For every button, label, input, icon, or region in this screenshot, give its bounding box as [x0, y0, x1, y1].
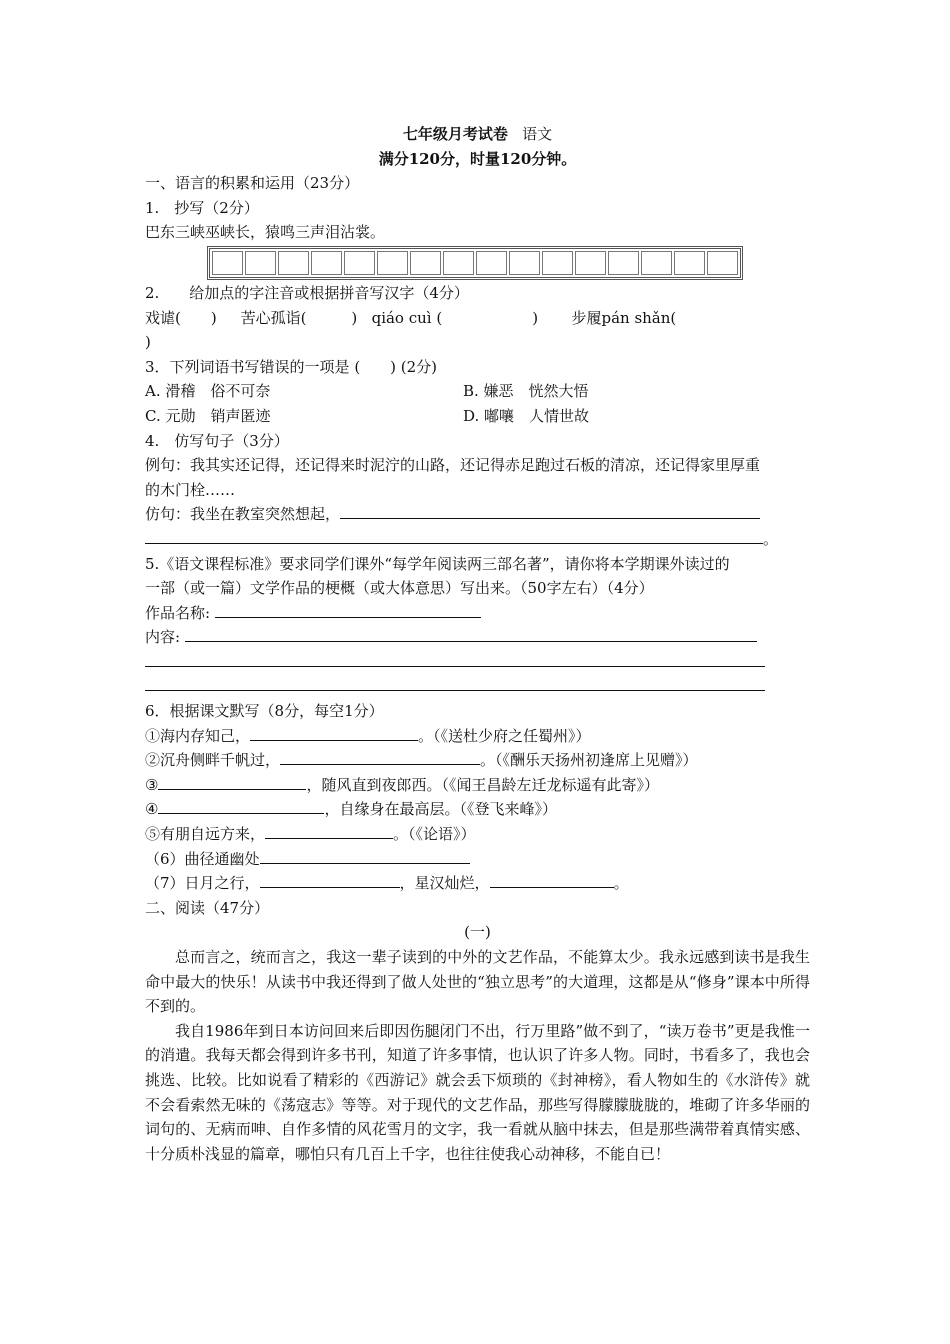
q6-label: 6．根据课文默写（8分，每空1分）	[145, 702, 384, 721]
q5-work-blank[interactable]	[215, 603, 481, 618]
q6-item-5	[145, 822, 810, 847]
q6-item-1	[145, 724, 810, 749]
q6-item-4-post: ，自缘身在最高层。（《登飞来峰》）	[324, 800, 557, 819]
grid-cell[interactable]	[443, 251, 474, 275]
q6-item-7	[145, 871, 810, 896]
q1-label: 1. 抄写（2分）	[145, 198, 259, 217]
q2-item-2: 苦心孤诣( )	[240, 308, 358, 327]
q2-item-3: qiáo cuì ( )	[371, 308, 539, 327]
q1-text: 巴东三峡巫峡长，猿鸣三声泪沾裳。	[145, 223, 386, 242]
q4-answer-blank-2[interactable]	[145, 529, 763, 544]
q4-imitate-line-2	[145, 527, 810, 552]
q4-imitate-prompt: 仿句：我坐在教室突然想起，	[145, 505, 341, 524]
q6-item-2	[145, 748, 810, 773]
grid-cell[interactable]	[674, 251, 705, 275]
q6-item-7-blank-2[interactable]	[490, 873, 614, 888]
q6-item-7-mid: ，星汉灿烂，	[399, 874, 490, 893]
q5-content-line-3	[145, 674, 810, 699]
q3-option-d: D. 嘟嚷 人情世故	[463, 406, 590, 425]
reading-paragraph-1: 总而言之，统而言之，我这一辈子读到的中外的文艺作品，不能算太少。我永远感到读书是我生命中最大的快乐！从读书中我还得到了做人处世的“独立思考”的大道理，这都是从“修身”课本中所得不到的。	[145, 948, 810, 1016]
q4-imitate-line	[145, 502, 810, 527]
q4-answer-blank-1[interactable]	[340, 504, 760, 519]
q3-label: 3．下列词语书写错误的一项是 ( ) (2分)	[145, 357, 438, 376]
q3-option-c: C. 元勋 销声匿迹	[145, 406, 271, 425]
q1-writing-grid-row	[145, 245, 810, 281]
grid-cell[interactable]	[344, 251, 375, 275]
q3-options-row-2	[145, 404, 810, 429]
q5-content-label: 内容:	[145, 628, 181, 647]
q6-item-5-blank[interactable]	[265, 824, 393, 839]
q6-item-5-pre: ⑤有朋自远方来，	[145, 825, 266, 844]
q5-line-1: 5.《语文课程标准》要求同学们课外“每学年阅读两三部名著”，请你将本学期课外读过的	[145, 554, 730, 573]
q5-line-2: 一部（或一篇）文学作品的梗概（或大体意思）写出来。（50字左右）（4分）	[145, 579, 654, 598]
grid-cell[interactable]	[410, 251, 441, 275]
q2-tail: )	[145, 333, 151, 352]
q6-item-4	[145, 797, 810, 822]
grid-cell[interactable]	[509, 251, 540, 275]
q6-item-3-blank[interactable]	[158, 775, 306, 790]
q3-option-a: A. 滑稽 俗不可奈	[145, 382, 271, 401]
q5-content-blank-2[interactable]	[145, 652, 765, 667]
grid-cell[interactable]	[212, 251, 243, 275]
q5-content-line-2	[145, 650, 810, 675]
q6-item-5-post: 。（《论语》）	[393, 825, 476, 844]
q4-end-mark: 。	[763, 529, 779, 548]
q6-item-1-post: 。（《送杜少府之任蜀州》）	[418, 726, 591, 745]
q6-item-4-pre: ④	[145, 800, 159, 819]
exam-title: 七年级月考试卷	[402, 125, 508, 143]
grid-cell[interactable]	[377, 251, 408, 275]
q5-content-line	[145, 625, 810, 650]
q2-item-1: 戏谑( )	[145, 308, 217, 327]
q6-item-2-post: 。（《酬乐天扬州初逢席上见赠》）	[480, 751, 698, 770]
q5-work-line	[145, 601, 810, 626]
q6-item-7-post: 。	[613, 874, 629, 893]
q6-item-6-blank[interactable]	[260, 849, 470, 864]
q2-item-4: 步履pán shǎn(	[571, 308, 677, 327]
reading-part-label: (一)	[464, 923, 491, 942]
q6-item-2-blank[interactable]	[280, 750, 480, 765]
exam-subtitle: 满分120分，时量120分钟。	[378, 149, 577, 168]
grid-cell[interactable]	[311, 251, 342, 275]
q6-item-7-blank-1[interactable]	[260, 873, 400, 888]
q6-item-1-blank[interactable]	[250, 726, 418, 741]
section1-heading: 一、语言的积累和运用（23分）	[145, 174, 360, 193]
reading-paragraph-2: 我自1986年到日本访问回来后即因伤腿闭门不出，行万里路”做不到了，“读万卷书”更是我惟一的消遣。我每天都会得到许多书刊，知道了许多事情，也认识了许多人物。同时，书看多了，我也会挑选、比较。比如说看了精彩的《西游记》就会丢下烦琐的《封神榜》，看人物如生的《水浒传》就不会看索然无味的《荡寇志》等等。对于现代的文艺作品，那些写得朦朦胧胧的，堆砌了许多华丽的词句的、无病而呻、自作多情的风花雪月的文字，我一看就从脑中抹去，但是那些满带着真情实感、十分质朴浅显的篇章，哪怕只有几百上千字，也往往使我心动神移，不能自已！	[145, 1021, 810, 1163]
q6-item-7-pre: （7）日月之行，	[145, 874, 260, 893]
q3-options-row-1	[145, 379, 810, 404]
grid-cell[interactable]	[641, 251, 672, 275]
q6-item-2-pre: ②沉舟侧畔千帆过，	[145, 751, 281, 770]
grid-cell[interactable]	[575, 251, 606, 275]
grid-cell[interactable]	[542, 251, 573, 275]
q5-content-blank-1[interactable]	[185, 627, 757, 642]
q4-label: 4. 仿写句子（3分）	[145, 431, 289, 450]
grid-cell[interactable]	[608, 251, 639, 275]
q2-label: 2. 给加点的字注音或根据拼音写汉字（4分）	[145, 283, 469, 302]
q4-example-line-2: 的木门栓……	[145, 480, 236, 499]
q2-items	[145, 306, 810, 331]
q6-item-3-pre: ③	[145, 775, 159, 794]
grid-cell[interactable]	[707, 251, 738, 275]
q6-item-3	[145, 773, 810, 798]
q5-work-label: 作品名称:	[145, 603, 211, 622]
q3-option-b: B. 嫌恶 恍然大悟	[463, 382, 589, 401]
q6-item-6	[145, 847, 810, 872]
grid-cell[interactable]	[278, 251, 309, 275]
exam-page	[145, 122, 810, 1166]
exam-header	[145, 122, 810, 147]
q1-writing-grid[interactable]	[207, 246, 743, 280]
q4-example-line-1: 例句：我其实还记得，还记得来时泥泞的山路，还记得赤足跑过石板的清凉，还记得家里厚重	[145, 456, 761, 475]
exam-subject: 语文	[522, 125, 553, 143]
q6-item-6-pre: （6）曲径通幽处	[145, 849, 260, 868]
grid-cell[interactable]	[476, 251, 507, 275]
section2-heading: 二、阅读（47分）	[145, 898, 270, 917]
q6-item-3-post: ，随风直到夜郎西。（《闻王昌龄左迁龙标遥有此寄》）	[306, 775, 659, 794]
q5-content-blank-3[interactable]	[145, 676, 765, 691]
q6-item-4-blank[interactable]	[158, 799, 324, 814]
grid-cell[interactable]	[245, 251, 276, 275]
q6-item-1-pre: ①海内存知己，	[145, 726, 251, 745]
